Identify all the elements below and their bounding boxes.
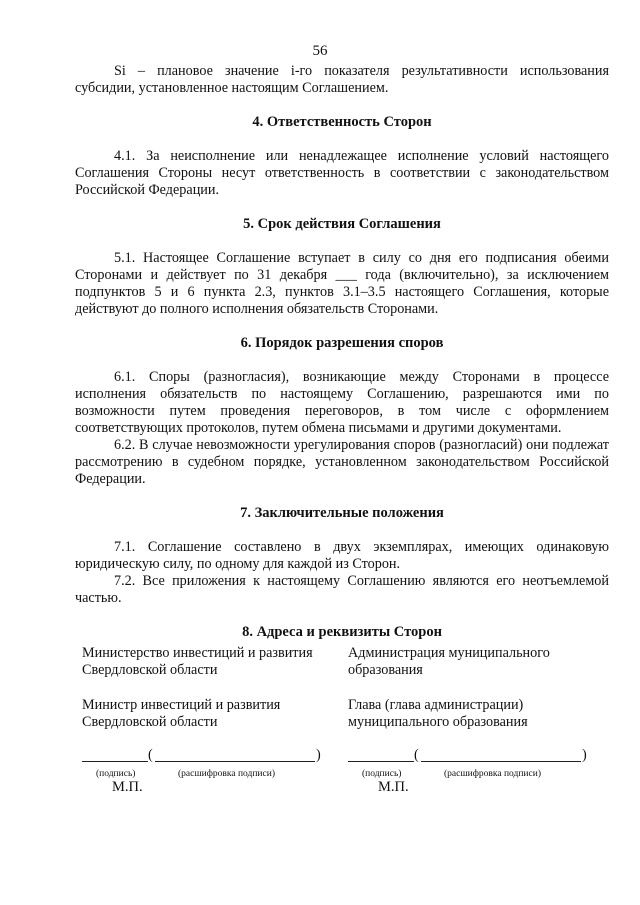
paragraph-5-1: 5.1. Настоящее Соглашение вступает в силу со дня его подписания обеими Сторонами и действует по 31 декабря ___ года (включительно), за исключением подпунктов 5 и 6 пункта 2.3, пунктов 3.1–3.5 настоящего Соглашения, которые действуют до полного исполнения обязательств Сторонами. xyxy=(75,250,609,317)
section-heading-disputes: 6. Порядок разрешения споров xyxy=(240,335,444,351)
section-heading-term: 5. Срок действия Соглашения xyxy=(243,216,441,232)
paragraph-6-2: 6.2. В случае невозможности урегулирования споров (разногласий) они подлежат рассмотрению в судебном порядке, установленном законодательством Российской Федерации. xyxy=(75,437,609,487)
paragraph-4-1: 4.1. За неисполнение или ненадлежащее исполнение условий настоящего Соглашения Стороны несут ответственность в соответствии с законодательством Российской Федерации. xyxy=(75,148,609,198)
paragraph-6-1: 6.1. Споры (разногласия), возникающие между Сторонами в процессе исполнения обязательств по настоящему Соглашению, разрешаются ими по возможности путем проведения переговоров, в том числе с оформлением соответствующих протоколов, путем обмена письмами и другими документами. xyxy=(75,369,609,436)
municipality-signer-title: Глава (глава администрации) муниципального образования xyxy=(348,697,528,730)
intro-paragraph: Si – плановое значение i-го показателя результативности использования субсидии, установленное настоящим Соглашением. xyxy=(75,63,609,96)
signature-column-ministry xyxy=(82,645,342,795)
municipality-organization-name: Администрация муниципального образования xyxy=(348,645,550,678)
ministry-signer-title: Министр инвестиций и развития Свердловской области xyxy=(82,697,281,730)
ministry-organization-name: Министерство инвестиций и развития Свердловской области xyxy=(82,645,313,678)
ministry-signature-line xyxy=(82,747,342,767)
decoding-caption: (расшифровка подписи) xyxy=(178,769,275,779)
signature-caption: (подпись) xyxy=(362,769,402,779)
paragraph-7-2: 7.2. Все приложения к настоящему Соглашению являются его неотъемлемой частью. xyxy=(75,573,609,606)
close-parenthesis: ) xyxy=(316,747,321,763)
open-parenthesis: ( xyxy=(148,747,153,763)
paragraph-7-1: 7.1. Соглашение составлено в двух экземплярах, имеющих одинаковую юридическую силу, по одному для каждой из Сторон. xyxy=(75,539,609,572)
section-heading-final-provisions: 7. Заключительные положения xyxy=(240,505,444,521)
section-heading-responsibility: 4. Ответственность Сторон xyxy=(252,114,432,130)
signature-blank xyxy=(82,761,148,762)
signature-blank xyxy=(348,761,414,762)
section-heading-addresses: 8. Адреса и реквизиты Сторон xyxy=(242,624,442,640)
signature-caption: (подпись) xyxy=(96,769,136,779)
decoding-caption: (расшифровка подписи) xyxy=(444,769,541,779)
document-body xyxy=(75,63,609,658)
decoding-blank xyxy=(421,761,581,762)
stamp-placeholder: М.П. xyxy=(112,779,143,795)
signature-column-municipality xyxy=(348,645,608,795)
decoding-blank xyxy=(155,761,315,762)
page-number: 56 xyxy=(312,43,328,59)
municipality-signature-line xyxy=(348,747,608,767)
close-parenthesis: ) xyxy=(582,747,587,763)
open-parenthesis: ( xyxy=(414,747,419,763)
stamp-placeholder: М.П. xyxy=(378,779,409,795)
